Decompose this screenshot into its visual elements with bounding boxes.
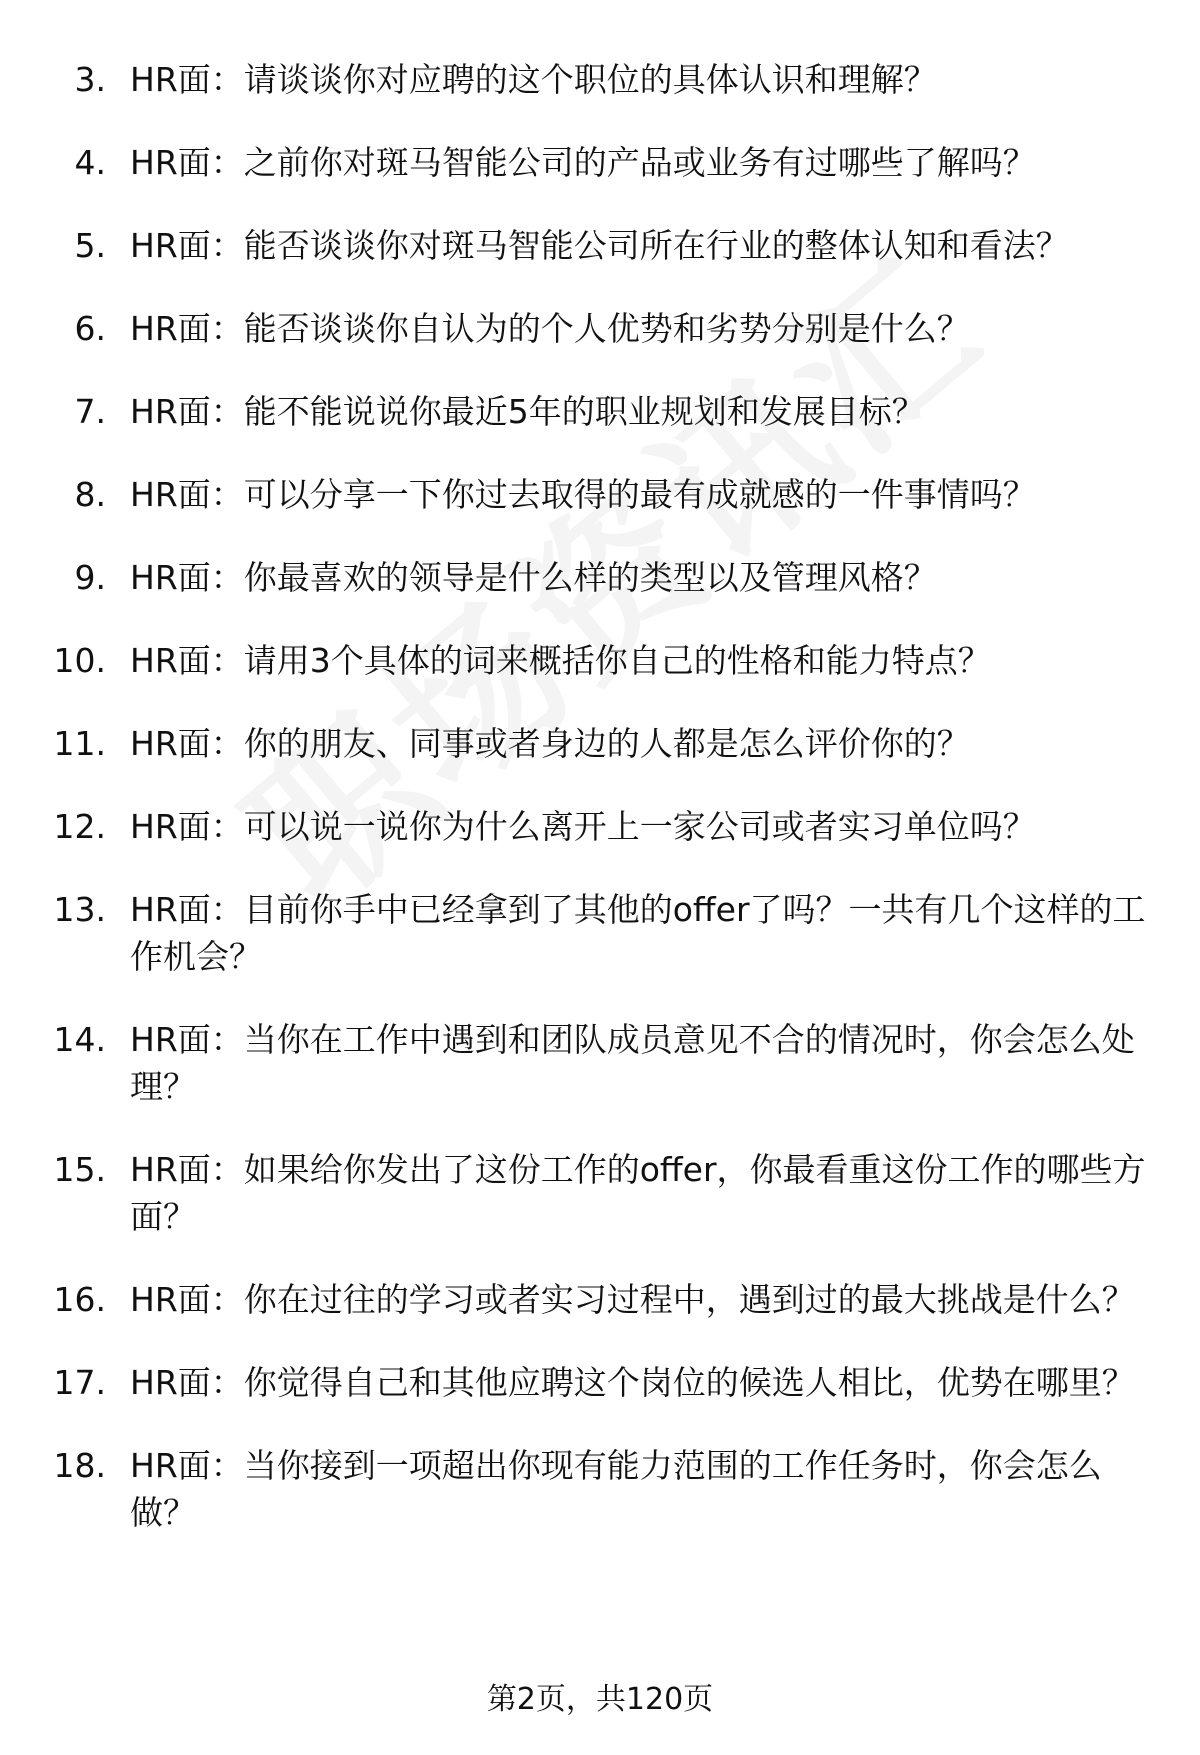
question-text: HR面：你的朋友、同事或者身边的人都是怎么评价你的？ — [130, 724, 970, 763]
question-number: 18. — [53, 1446, 106, 1485]
question-text: HR面：之前你对斑马智能公司的产品或业务有过哪些了解吗？ — [130, 143, 1036, 182]
question-text: HR面：你在过往的学习或者实习过程中，遇到过的最大挑战是什么？ — [130, 1280, 1135, 1319]
question-number: 6. — [74, 309, 106, 348]
question-text: HR面：当你接到一项超出你现有能力范围的工作任务时，你会怎么做？ — [130, 1446, 1102, 1532]
question-number: 4. — [74, 143, 106, 182]
question-text: HR面：能否谈谈你自认为的个人优势和劣势分别是什么？ — [130, 309, 970, 348]
question-number: 8. — [74, 475, 106, 514]
question-number: 11. — [53, 724, 106, 763]
question-text: HR面：能不能说说你最近5年的职业规划和发展目标？ — [130, 392, 925, 431]
question-item — [0, 554, 1200, 601]
question-item — [0, 305, 1200, 352]
question-number: 3. — [74, 60, 106, 99]
page-footer: 第2页，共120页 — [486, 1682, 714, 1717]
question-item — [0, 56, 1200, 103]
question-text: HR面：可以分享一下你过去取得的最有成就感的一件事情吗？ — [130, 475, 1036, 514]
question-number: 17. — [53, 1363, 106, 1402]
question-text: HR面：你觉得自己和其他应聘这个岗位的候选人相比，优势在哪里？ — [130, 1363, 1135, 1402]
question-number: 7. — [74, 392, 106, 431]
question-item — [0, 1016, 1200, 1110]
question-text: HR面：目前你手中已经拿到了其他的offer了吗？一共有几个这样的工作机会？ — [130, 890, 1146, 976]
question-item — [0, 803, 1200, 850]
question-number: 9. — [74, 558, 106, 597]
question-item — [0, 1442, 1200, 1536]
question-item — [0, 388, 1200, 435]
question-item — [0, 1276, 1200, 1323]
question-number: 13. — [53, 890, 106, 929]
question-number: 12. — [53, 807, 106, 846]
question-text: HR面：请谈谈你对应聘的这个职位的具体认识和理解？ — [130, 60, 937, 99]
question-list — [0, 56, 1200, 1572]
question-number: 15. — [53, 1150, 106, 1189]
question-item — [0, 139, 1200, 186]
question-number: 5. — [74, 226, 106, 265]
question-number: 16. — [53, 1280, 106, 1319]
question-item — [0, 886, 1200, 980]
question-item — [0, 471, 1200, 518]
question-item — [0, 1359, 1200, 1406]
question-item — [0, 637, 1200, 684]
question-number: 10. — [53, 641, 106, 680]
question-item — [0, 1146, 1200, 1240]
question-item — [0, 720, 1200, 767]
question-item — [0, 222, 1200, 269]
question-number: 14. — [53, 1020, 106, 1059]
question-text: HR面：能否谈谈你对斑马智能公司所在行业的整体认知和看法？ — [130, 226, 1069, 265]
question-text: HR面：可以说一说你为什么离开上一家公司或者实习单位吗？ — [130, 807, 1036, 846]
question-text: HR面：当你在工作中遇到和团队成员意见不合的情况时，你会怎么处理？ — [130, 1020, 1135, 1106]
question-text: HR面：如果给你发出了这份工作的offer，你最看重这份工作的哪些方面？ — [130, 1150, 1146, 1236]
question-text: HR面：你最喜欢的领导是什么样的类型以及管理风格？ — [130, 558, 937, 597]
question-text: HR面：请用3个具体的词来概括你自己的性格和能力特点？ — [130, 641, 991, 680]
